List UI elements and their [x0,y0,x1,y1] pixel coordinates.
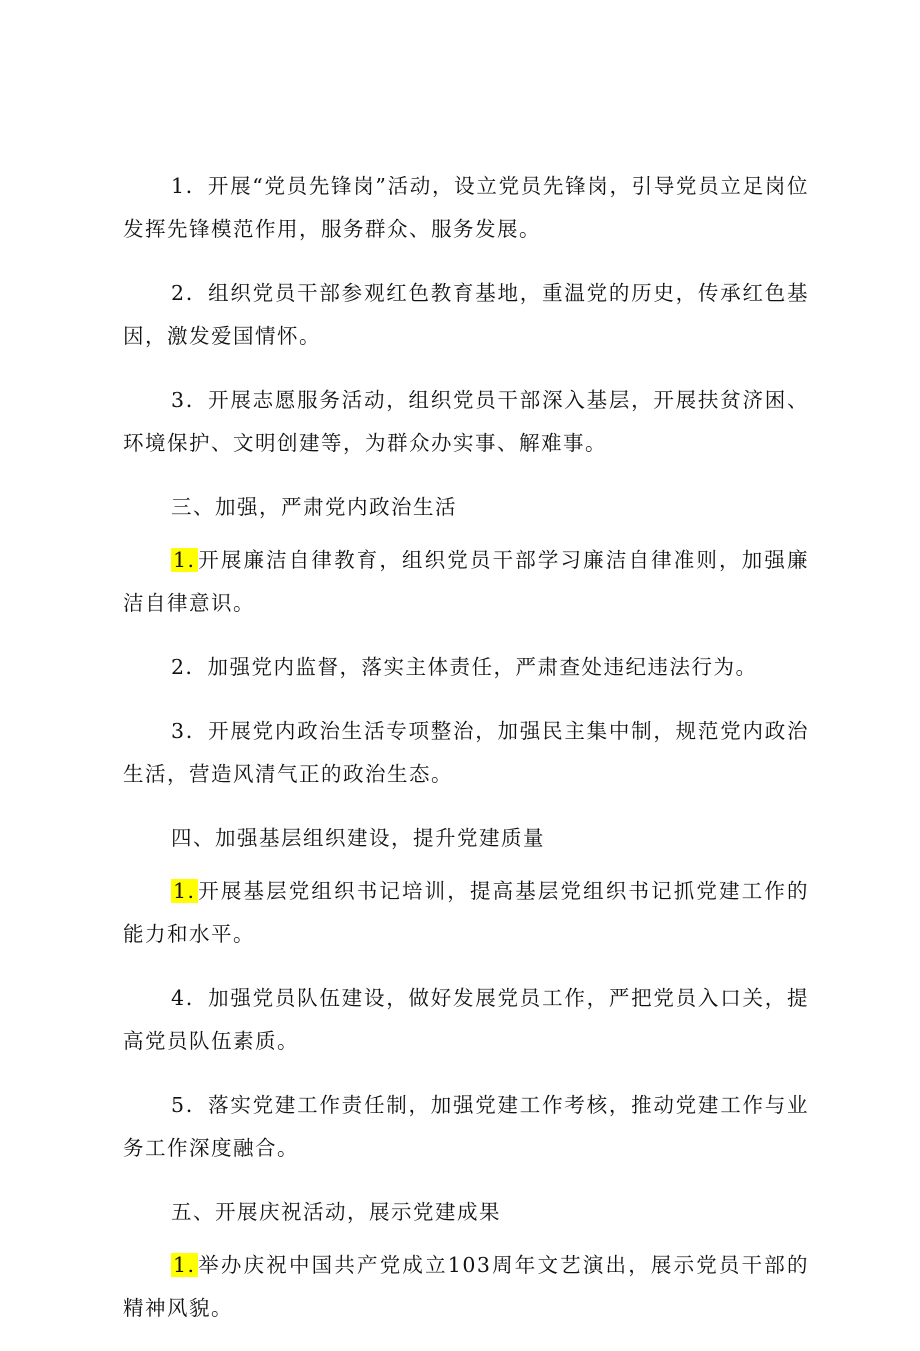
item-text: ．落实党建工作责任制，加强党建工作考核，推动党建工作与业务工作深度融合。 [123,1093,809,1160]
section-heading [123,486,809,529]
list-item [123,646,809,689]
list-item [123,272,809,358]
item-number: 4 [171,986,186,1010]
heading-text: 五、开展庆祝活动，展示党建成果 [171,1200,501,1224]
item-number: 3 [171,719,186,743]
item-number: 3 [171,388,186,412]
list-item [123,539,809,625]
list-item [123,1244,809,1330]
heading-text: 三、加强，严肃党内政治生活 [171,495,457,519]
item-text: 开展基层党组织书记培训，提高基层党组织书记抓党建工作的能力和水平。 [123,879,809,946]
highlighted-item-number: 1. [173,1253,196,1277]
item-text: 开展廉洁自律教育，组织党员干部学习廉洁自律准则，加强廉洁自律意识。 [123,548,809,615]
item-text: ．组织党员干部参观红色教育基地，重温党的历史，传承红色基因，激发爱国情怀。 [123,281,809,348]
item-text: ．加强党内监督，落实主体责任，严肃查处违纪违法行为。 [185,655,758,679]
highlighted-item-number: 1. [173,879,196,903]
highlighted-item-number: 1. [173,548,196,572]
list-item [123,710,809,796]
list-item [123,165,809,251]
list-item [123,1084,809,1170]
section-heading [123,817,809,860]
list-item [123,870,809,956]
item-number: 2 [171,655,186,679]
item-text: ．开展“党员先锋岗”活动，设立党员先锋岗，引导党员立足岗位发挥先锋模范作用，服务群众、服务发展。 [123,174,809,241]
item-number: 1 [171,174,186,198]
list-item [123,379,809,465]
item-text: 举办庆祝中国共产党成立103周年文艺演出，展示党员干部的精神风貌。 [123,1253,809,1320]
section-heading [123,1191,809,1234]
item-number: 5 [171,1093,186,1117]
document-body [123,165,809,1351]
item-text: ．开展党内政治生活专项整治，加强民主集中制，规范党内政治生活，营造风清气正的政治生态。 [123,719,809,786]
item-number: 2 [171,281,186,305]
item-text: ．开展志愿服务活动，组织党员干部深入基层，开展扶贫济困、环境保护、文明创建等，为群众办实事、解难事。 [123,388,809,455]
list-item [123,977,809,1063]
item-text: ．加强党员队伍建设，做好发展党员工作，严把党员入口关，提高党员队伍素质。 [123,986,809,1053]
heading-text: 四、加强基层组织建设，提升党建质量 [171,826,545,850]
